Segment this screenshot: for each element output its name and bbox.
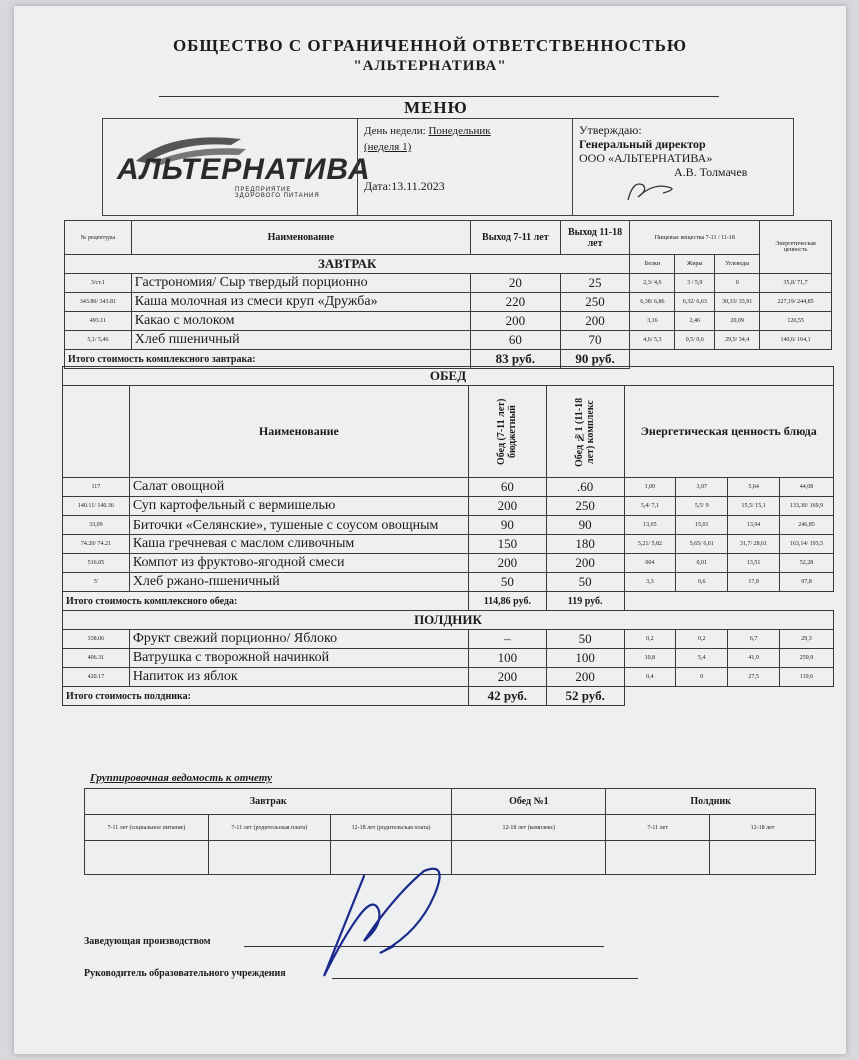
yield-b: 50 — [546, 630, 624, 649]
proteins: 2,3/ 4,6 — [630, 274, 675, 293]
table-row — [65, 331, 832, 350]
head-carbs: Углеводы — [715, 255, 760, 274]
menu-document — [14, 6, 846, 1054]
breakfast-total-a: 83 руб. — [471, 350, 561, 369]
fats: 2,46 — [675, 312, 715, 331]
yield-a: 60 — [468, 478, 546, 497]
energy: 35,8/ 71,7 — [760, 274, 832, 293]
head-proteins: Белки — [630, 255, 675, 274]
table-row — [63, 554, 834, 573]
energy: 163,14/ 193,5 — [780, 535, 834, 554]
proteins: 3,16 — [630, 312, 675, 331]
carbs: 30,33/ 33,91 — [715, 293, 760, 312]
proteins: 0,4 — [624, 668, 676, 687]
head-nutrients: Пищевые вещества 7-11 / 11-18 — [630, 221, 760, 255]
fats: 15,01 — [676, 516, 728, 535]
fats: 5,5/ 9 — [676, 497, 728, 516]
table-row — [63, 478, 834, 497]
lunch-title: ОБЕД — [63, 367, 834, 386]
lunch-head-b: Обед №1 (11-18 лет) комплекс — [574, 396, 597, 467]
energy: 120,55 — [760, 312, 832, 331]
recipe-code: 5,1/ 5,46 — [65, 331, 132, 350]
header-block — [102, 118, 794, 216]
snack-title: ПОЛДНИК — [63, 611, 834, 630]
group-b1: 7-11 лет (социальное питание) — [85, 815, 209, 841]
proteins: 3,3 — [624, 573, 676, 592]
yield-b: 90 — [546, 516, 624, 535]
lunch-total-a: 114,86 руб. — [468, 592, 546, 611]
recipe-code: 140.11/ 140.36 — [63, 497, 130, 516]
company-logo — [111, 131, 371, 207]
fats: 0,01 — [676, 554, 728, 573]
proteins: 4,6/ 5,3 — [630, 331, 675, 350]
dish-name: Хлеб ржано-пшеничный — [129, 573, 468, 592]
carbs: 0 — [715, 274, 760, 293]
yield-b: 200 — [546, 554, 624, 573]
energy: 227,19/ 244,85 — [760, 293, 832, 312]
yield-a: 200 — [468, 497, 546, 516]
energy: 140,6/ 164,1 — [760, 331, 832, 350]
snack-total-label: Итого стоимость полдника: — [63, 687, 469, 706]
proteins: 10,8 — [624, 649, 676, 668]
yield-b: 70 — [560, 331, 630, 350]
proteins: 004 — [624, 554, 676, 573]
yield-a: 90 — [468, 516, 546, 535]
breakfast-title: ЗАВТРАК — [65, 255, 630, 274]
table-row — [65, 293, 832, 312]
yield-a: 100 — [468, 649, 546, 668]
yield-a: 200 — [468, 554, 546, 573]
group-s1: 7-11 лет — [606, 815, 710, 841]
proteins: 1,00 — [624, 478, 676, 497]
table-row — [63, 649, 834, 668]
org-name-line1: ОБЩЕСТВО С ОГРАНИЧЕННОЙ ОТВЕТСТВЕННОСТЬЮ — [172, 36, 688, 55]
recipe-code: 74.20/ 74.21 — [63, 535, 130, 554]
recipe-code: 343.80/ 343.81 — [65, 293, 132, 312]
date-label: Дата:13.11.2023 — [364, 179, 445, 193]
snack-total-b: 52 руб. — [546, 687, 624, 706]
recipe-code: 33,09 — [63, 516, 130, 535]
yield-a: 150 — [468, 535, 546, 554]
table-row — [65, 312, 832, 331]
yield-b: .60 — [546, 478, 624, 497]
recipe-code: 420.17 — [63, 668, 130, 687]
group-b3: 12-18 лет (родительская плата) — [330, 815, 452, 841]
lunch-total-label: Итого стоимость комплексного обеда: — [63, 592, 469, 611]
snack-total-a: 42 руб. — [468, 687, 546, 706]
fats: 0,6 — [676, 573, 728, 592]
handwritten-signature-icon — [304, 856, 464, 986]
recipe-code: 406.31 — [63, 649, 130, 668]
yield-a: 20 — [471, 274, 561, 293]
energy: 44,08 — [780, 478, 834, 497]
carbs: 13,51 — [728, 554, 780, 573]
director-signature-icon — [623, 175, 683, 205]
proteins: 6,38/ 6,86 — [630, 293, 675, 312]
energy: 246,85 — [780, 516, 834, 535]
yield-b: 250 — [560, 293, 630, 312]
table-row — [63, 497, 834, 516]
lunch-head-energy: Энергетическая ценность блюда — [624, 386, 833, 478]
fats: 0,2 — [676, 630, 728, 649]
lunch-table — [62, 366, 834, 706]
head-energy: Энергетическая ценность — [760, 221, 832, 274]
table-row — [63, 668, 834, 687]
table-row — [63, 630, 834, 649]
yield-b: 25 — [560, 274, 630, 293]
table-row — [65, 274, 832, 293]
day-block — [357, 119, 573, 215]
recipe-code: 493.11 — [65, 312, 132, 331]
logo-subtitle: ПРЕДПРИЯТИЕ ЗДОРОВОГО ПИТАНИЯ — [235, 187, 320, 199]
fats: 6,32/ 6,63 — [675, 293, 715, 312]
group-s2: 12-18 лет — [710, 815, 816, 841]
dish-name: Гастрономия/ Сыр твердый порционно — [131, 274, 470, 293]
yield-a: 50 — [468, 573, 546, 592]
proteins: 5,21/ 5,82 — [624, 535, 676, 554]
recipe-code: 3/ст.1 — [65, 274, 132, 293]
fats: 5,65/ 6,61 — [676, 535, 728, 554]
lunch-head-a: Обед (7-11 лет) бюджетный — [496, 398, 519, 465]
dish-name: Суп картофельный с вермишелью — [129, 497, 468, 516]
carbs: 5,64 — [728, 478, 780, 497]
energy: 119,6 — [780, 668, 834, 687]
dish-name: Биточки «Селянские», тушеные с соусом овощным — [129, 516, 468, 535]
sign-head-label: Руководитель образовательного учреждения — [84, 968, 286, 979]
group-breakfast: Завтрак — [85, 789, 452, 815]
proteins: 13,65 — [624, 516, 676, 535]
head-recipe: № рецептуры — [65, 221, 132, 255]
yield-b: 200 — [560, 312, 630, 331]
energy: 52,28 — [780, 554, 834, 573]
head-out1: Выход 7-11 лет — [471, 221, 561, 255]
dish-name: Каша гречневая с маслом сливочным — [129, 535, 468, 554]
lunch-total-b: 119 руб. — [546, 592, 624, 611]
approve-label: Утверждаю: — [579, 123, 642, 137]
approve-company: ООО «АЛЬТЕРНАТИВА» — [579, 151, 713, 165]
dish-name: Хлеб пшеничный — [131, 331, 470, 350]
fats: 3 / 5,9 — [675, 274, 715, 293]
lunch-head-name: Наименование — [129, 386, 468, 478]
grouping-title: Группировочная ведомость к отчету — [90, 772, 272, 784]
group-l1: 12-18 лет (комплекс) — [452, 815, 606, 841]
recipe-code: 5' — [63, 573, 130, 592]
fats: 5,4 — [676, 649, 728, 668]
dish-name: Ватрушка с творожной начинкой — [129, 649, 468, 668]
breakfast-table — [64, 220, 832, 369]
week-label: (неделя 1) — [364, 141, 412, 153]
proteins: 5,4/ 7,1 — [624, 497, 676, 516]
group-snack: Полдник — [606, 789, 816, 815]
energy: 29,3 — [780, 630, 834, 649]
group-lunch: Обед №1 — [452, 789, 606, 815]
logo-text: АЛЬТЕРНАТИВА — [117, 153, 371, 186]
table-row — [63, 535, 834, 554]
head-fats: Жиры — [675, 255, 715, 274]
yield-a: 220 — [471, 293, 561, 312]
breakfast-total-b: 90 руб. — [560, 350, 630, 369]
yield-b: 200 — [546, 668, 624, 687]
carbs: 41,9 — [728, 649, 780, 668]
table-row — [63, 573, 834, 592]
divider — [159, 96, 719, 97]
head-name: Наименование — [131, 221, 470, 255]
dish-name: Фрукт свежий порционно/ Яблоко — [129, 630, 468, 649]
fats: 3,07 — [676, 478, 728, 497]
fats: 0,5/ 0,6 — [675, 331, 715, 350]
day-value: Понедельник — [428, 125, 491, 137]
carbs: 20,09 — [715, 312, 760, 331]
fats: 0 — [676, 668, 728, 687]
dish-name: Салат овощной — [129, 478, 468, 497]
dish-name: Каша молочная из смеси круп «Дружба» — [131, 293, 470, 312]
yield-b: 250 — [546, 497, 624, 516]
carbs: 29,5/ 34,4 — [715, 331, 760, 350]
yield-a: 60 — [471, 331, 561, 350]
recipe-code: 117 — [63, 478, 130, 497]
carbs: 13,94 — [728, 516, 780, 535]
yield-b: 100 — [546, 649, 624, 668]
yield-a: – — [468, 630, 546, 649]
yield-a: 200 — [471, 312, 561, 331]
breakfast-total-label: Итого стоимость комплексного завтрака: — [65, 350, 471, 369]
carbs: 6,7 — [728, 630, 780, 649]
energy: 133,30/ 169,9 — [780, 497, 834, 516]
head-out2: Выход 11-18 лет — [560, 221, 630, 255]
yield-a: 200 — [468, 668, 546, 687]
group-b2: 7-11 лет (родительская плата) — [208, 815, 330, 841]
yield-b: 50 — [546, 573, 624, 592]
carbs: 31,7/ 28,61 — [728, 535, 780, 554]
proteins: 0,2 — [624, 630, 676, 649]
sign-production-label: Заведующая производством — [84, 936, 211, 947]
dish-name: Компот из фруктово-ягодной смеси — [129, 554, 468, 573]
dish-name: Напиток из яблок — [129, 668, 468, 687]
approve-person: А.В. Толмачев — [674, 165, 748, 179]
carbs: 15,5/ 15,1 — [728, 497, 780, 516]
approve-position: Генеральный директор — [579, 137, 706, 151]
org-name-line2: "АЛЬТЕРНАТИВА" — [353, 58, 507, 74]
yield-b: 180 — [546, 535, 624, 554]
table-row — [63, 516, 834, 535]
dish-name: Какао с молоком — [131, 312, 470, 331]
day-label: День недели: — [364, 125, 426, 137]
approval-block — [579, 123, 747, 179]
carbs: 17,8 — [728, 573, 780, 592]
menu-title: МЕНЮ — [404, 98, 468, 117]
energy: 259,9 — [780, 649, 834, 668]
energy: 97,8 — [780, 573, 834, 592]
recipe-code: 338.06 — [63, 630, 130, 649]
recipe-code: 516.05 — [63, 554, 130, 573]
carbs: 27,5 — [728, 668, 780, 687]
